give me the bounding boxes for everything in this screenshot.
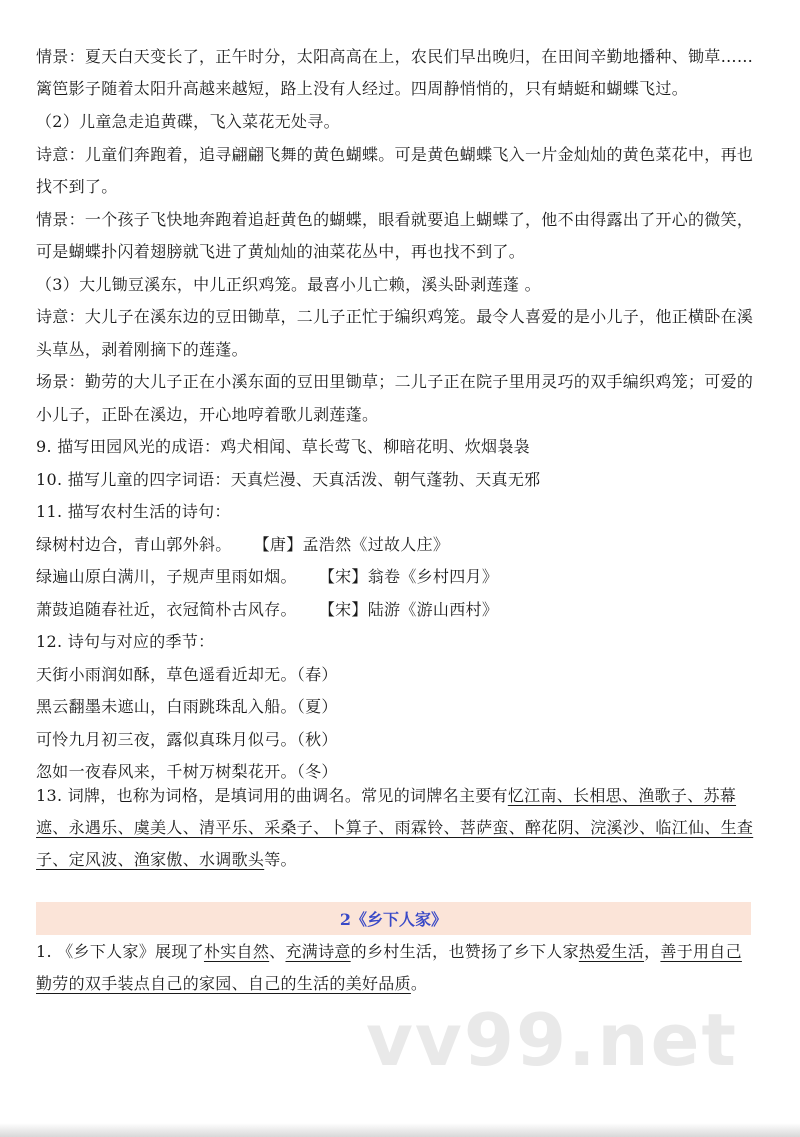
cipai-names: 忆江南、长相思、渔歌子、苏幕遮、永遇乐、虞美人、清平乐、采桑子、卜算子、雨霖铃、菩萨蛮、醉花阴、浣溪沙、临江仙、生查子、定风波、渔家傲、水调歌头 (36, 786, 754, 869)
poem-line (36, 566, 756, 588)
text-line: 9. 描写田园风光的成语：鸡犬相闻、草长莺飞、柳暗花明、炊烟袅袅 (36, 437, 530, 456)
text-line: （2）儿童急走追黄碟，飞入菜花无处寻。 (36, 112, 340, 131)
summary-text: 。 (410, 974, 428, 993)
poem-source: 【宋】陆游《游山西村》 (318, 600, 499, 619)
text-line: 12. 诗句与对应的季节： (36, 632, 215, 651)
summary-keyword: 朴实自然 (203, 942, 270, 961)
text-line: 黑云翻墨未遮山，白雨跳珠乱入船。（夏） (36, 697, 338, 716)
text-line: 情景：一个孩子飞快地奔跑着追赶黄色的蝴蝶，眼看就要追上蝴蝶了，他不由得露出了开心的微笑， (36, 210, 754, 229)
text-line: 小儿子，正卧在溪边，开心地哼着歌儿剥莲蓬。 (36, 405, 379, 424)
cipai-intro: 13. 词牌，也称为词格，是填词用的曲调名。常见的词牌名主要有 (36, 786, 508, 805)
poem-source: 【唐】孟浩然《过故人庄》 (253, 535, 450, 554)
text-line: 头草丛，剥着刚摘下的莲蓬。 (36, 340, 248, 359)
text-line: 场景：勤劳的大儿子正在小溪东面的豆田里锄草；二儿子正在院子里用灵巧的双手编织鸡笼；可爱的 (36, 372, 754, 391)
cipai-tail: 等。 (264, 850, 297, 869)
cipai-paragraph (36, 780, 756, 876)
poem-verse: 萧鼓追随春社近，衣冠简朴古风存。 (36, 600, 297, 619)
text-line: 10. 描写儿童的四字词语：天真烂漫、天真活泼、朝气蓬勃、天真无邪 (36, 470, 541, 489)
summary-keyword: 充满诗意 (285, 942, 351, 961)
summary-text: ， (644, 942, 661, 961)
text-line: 诗意：儿童们奔跑着，追寻翩翩飞舞的黄色蝴蝶。可是黄色蝴蝶飞入一片金灿灿的黄色菜花中，再也 (36, 145, 754, 164)
summary-text: 的乡村生活，也赞扬了乡下人家 (350, 942, 579, 961)
text-line: 可是蝴蝶扑闪着翅膀就飞进了黄灿灿的油菜花丛中，再也找不到了。 (36, 242, 526, 261)
poem-verse: 绿树村边合，青山郭外斜。 (36, 535, 232, 554)
text-line: （3）大儿锄豆溪东，中儿正织鸡笼。最喜小儿亡赖，溪头卧剥莲蓬 。 (36, 275, 541, 294)
summary-paragraph (36, 936, 756, 1000)
text-line: 11. 描写农村生活的诗句： (36, 502, 231, 521)
summary-keyword: 热爱生活 (578, 942, 645, 961)
watermark: vv99.net (366, 998, 738, 1082)
text-line: 情景：夏天白天变长了，正午时分，太阳高高在上，农民们早出晚归，在田间辛勤地播种、锄草…… (36, 47, 754, 66)
summary-text: 、 (269, 942, 286, 961)
text-line: 忽如一夜春风来，千树万树梨花开。（冬） (36, 762, 338, 781)
poem-verse: 绿遍山原白满川，子规声里雨如烟。 (36, 567, 297, 586)
poem-source: 【宋】翁卷《乡村四月》 (318, 567, 499, 586)
poem-line (36, 599, 756, 621)
text-line: 可怜九月初三夜，露似真珠月似弓。（秋） (36, 730, 338, 749)
text-line: 天街小雨润如酥，草色遥看近却无。（春） (36, 665, 338, 684)
text-line: 找不到了。 (36, 177, 118, 196)
text-line: 篱笆影子随着太阳升高越来越短，路上没有人经过。四周静悄悄的，只有蜻蜓和蝴蝶飞过。 (36, 79, 689, 98)
summary-keyword: 善于用自己勤劳的双手装点自己的家园、自己的生活的美好品质 (36, 942, 742, 993)
page-bottom-shadow (0, 1123, 800, 1137)
text-line: 诗意：大儿子在溪东边的豆田锄草，二儿子正忙于编织鸡笼。最令人喜爱的是小儿子，他正横卧在溪 (36, 307, 754, 326)
summary-text: 1. 《乡下人家》展现了 (36, 942, 204, 961)
section-title: 2《乡下人家》 (339, 910, 448, 929)
poem-line (36, 534, 756, 556)
section-title-banner (36, 902, 751, 935)
